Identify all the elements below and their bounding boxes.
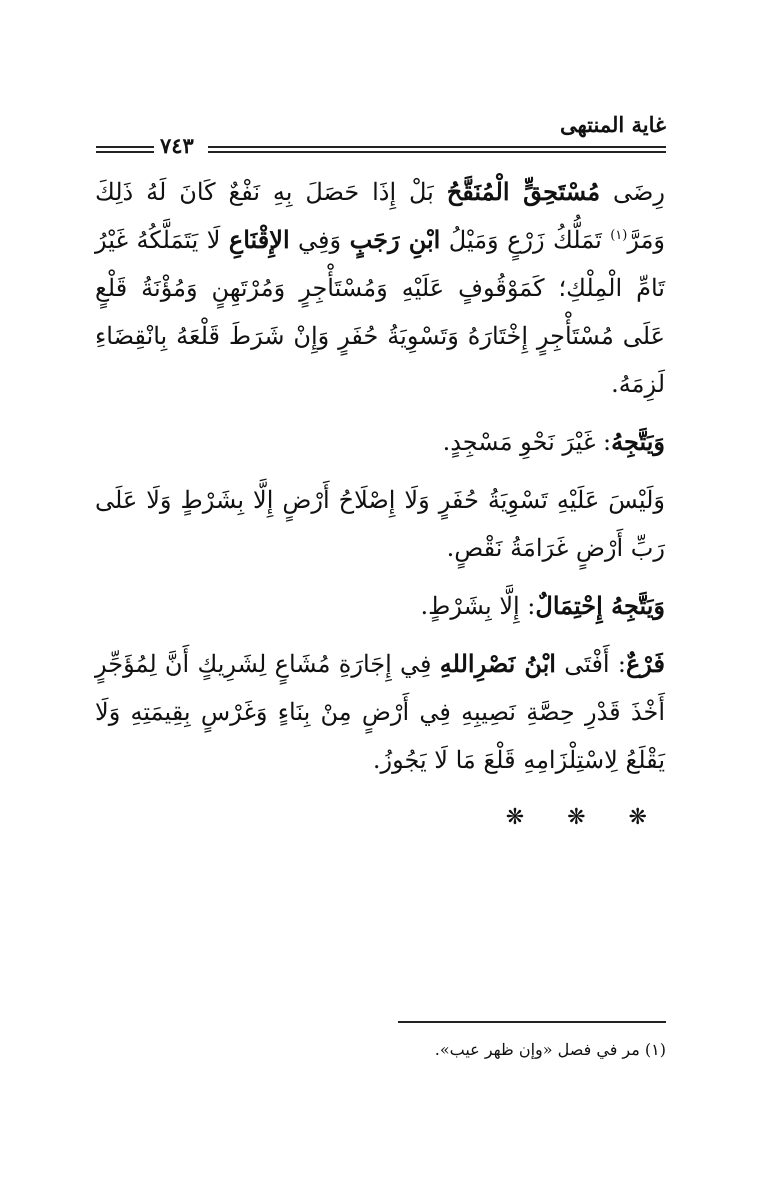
bold-term: فَرْعٌ <box>625 649 665 678</box>
text: وَفِي <box>289 226 350 254</box>
header-rule-left <box>96 146 154 153</box>
text: : غَيْرَ نَحْوِ مَسْجِدٍ. <box>442 428 612 456</box>
text: لَا يَتَمَلَّكُهُ غَيْرُ تَامِّ الْمِلْكِ؛ كَمَوْقُوفٍ عَلَيْهِ وَمُسْتَأْجِرٍ وَمُرْتَهِنٍ وَمُؤْنَةُ قَلْعٍ عَلَى مُسْتَأْجِرٍ إِخْتَارَهُ وَتَسْوِيَةُ حُفَرٍ وَإِنْ شَرَطَ قَلْعَهُ بِانْقِضَاءِ لَزِمَهُ. <box>95 226 665 398</box>
text: تَمَلُّكُ زَرْعٍ وَمَيْلُ <box>440 226 611 254</box>
header-rule-right <box>208 146 666 153</box>
bold-term: الإِقْنَاعِ <box>228 225 290 254</box>
footnote: (١) مر في فصل «وإن ظهر عيب». <box>434 1040 666 1059</box>
footnote-marker[interactable]: (١) <box>610 228 628 243</box>
footnote-rule <box>398 1021 666 1023</box>
paragraph-2 <box>95 418 665 466</box>
text: بَلْ إِذَا حَصَلَ بِهِ نَفْعٌ كَانَ لَهُ ذَلِكَ وَمَرَّ <box>95 178 666 254</box>
text: : إِلَّا بِشَرْطٍ. <box>420 592 536 620</box>
bold-term: ابْنِ رَجَبٍ <box>349 225 441 254</box>
section-separator: ❋ ❋ ❋ <box>505 805 665 830</box>
bold-term: ابْنُ نَصْرِاللهِ <box>439 649 556 678</box>
paragraph-4 <box>95 582 665 630</box>
paragraph-3 <box>95 476 665 572</box>
bold-term: وَيَتَّجِهُ <box>611 427 665 456</box>
text: فِي إِجَارَةِ مُشَاعٍ لِشَرِيكٍ أَنَّ لِمُؤَجِّرٍ أَخْذَ قَدْرِ حِصَّةِ نَصِيبِهِ فِي أَرْضٍ مِنْ بِنَاءٍ وَغَرْسٍ بِقِيمَتِهِ وَلَا يَقْلَعُ لِاسْتِلْزَامِهِ قَلْعَ مَا لَا يَجُوزُ. <box>95 650 665 774</box>
bold-term: وَيَتَّجِهُ إِحْتِمَالٌ <box>535 591 665 620</box>
paragraph-5 <box>95 640 665 784</box>
page-number: ٧٤٣ <box>160 133 194 158</box>
bold-term: مُسْتَحِقٍّ الْمُنَقَّحُ <box>446 177 601 206</box>
text: وَلَيْسَ عَلَيْهِ تَسْوِيَةُ حُفَرٍ وَلَا إِصْلَاحُ أَرْضٍ إِلَّا بِشَرْطٍ وَلَا عَلَى رَبِّ أَرْضٍ غَرَامَةُ نَقْصٍ. <box>95 486 665 562</box>
text: رِضَى <box>600 178 665 206</box>
body-text <box>95 168 665 842</box>
running-title: غاية المنتهى <box>559 112 666 137</box>
text: : أَفْتَى <box>555 650 626 678</box>
paragraph-1 <box>95 168 665 408</box>
